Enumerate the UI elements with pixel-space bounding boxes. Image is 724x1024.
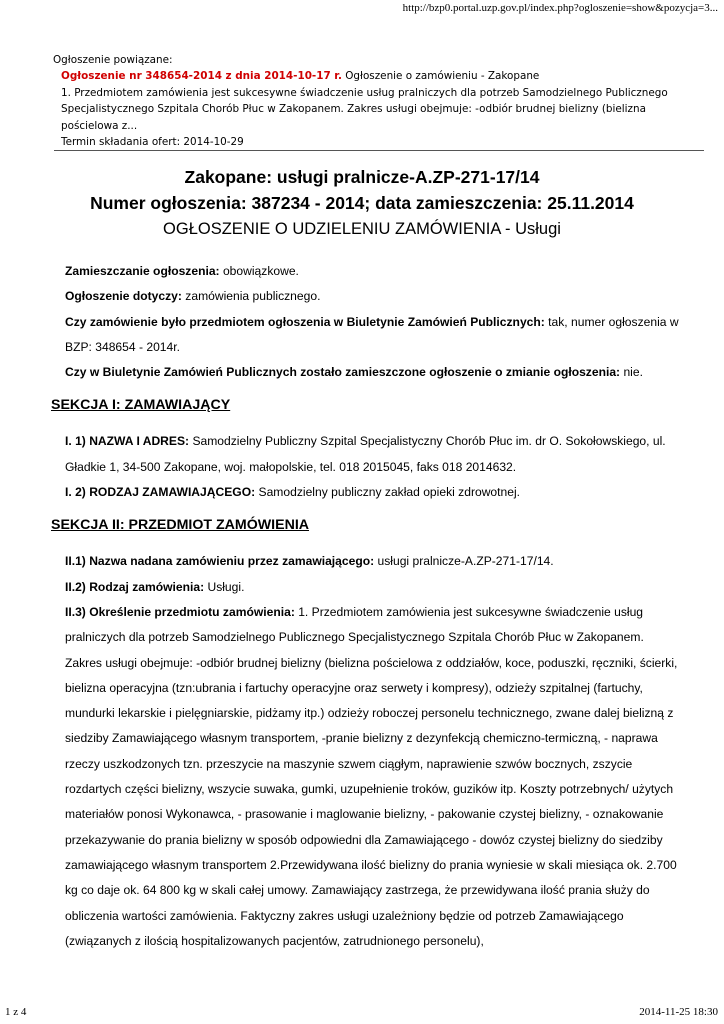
notice-title-block [0, 164, 724, 242]
section-2-description: II.3) Określenie przedmiotu zamówienia: 1. Przedmiotem zamówienia jest sukcesywne świadczenie usług pralniczych dla potrzeb Samodzielnego Publicznego Specjalistycznego Szpitala Chorób Płuc w Zakopanem. Zakres usługi obejmuje: -odbiór brudnej bielizny (bielizna pościelowa z oddziałów, koce, poduszki, ręczniki, ścierki, bielizna operacyjna (tzn:ubrania i fartuchy operacyjne oraz serwety i kompresy), odzieży szpitalnej (fartuchy, mundurki lekarskie i pielęgniarskie, pidżamy itp.) odzieży roboczej personelu technicznego, zwane dalej bielizną z siedziby Zamawiającego własnym transportem, -pranie bielizny z dezynfekcją chemiczno-termiczną, - naprawa rzeczy uszkodzonych tzn. przeszycie na maszynie szwem ciągłym, naprawienie szwów bocznych, zszycie rozdartych części bielizny, wszycie suwaka, gumki, uzupełnienie troków, guzików itp. Koszty potrzebnych/ użytych materiałów ponosi Wykonawca, - prasowanie i maglowanie bielizny, - pakowanie czystej bielizny, - oznakowanie przekazywanie do prania bielizny w sposób odpowiedni dla Zamawiającego - dowóz czystej bielizny do siedziby zamawiającego własnym transportem 2.Przewidywana ilość bielizny do prania wyniesie w skali miesiąca ok. 2.700 kg co daje ok. 64 800 kg w skali całej umowy. Zamawiający zastrzega, że przewidywana ilość prania służy do obliczenia wartości zamówienia. Faktyczny zakres usługi uzależniony będzie od potrzeb Zamawiającego (związanych z ilością hospitalizowanych pacjentów, zatrudnionego personelu), [65, 604, 678, 948]
section-2-kind: II.2) Rodzaj zamówienia: Usługi. [65, 579, 245, 594]
related-notice-link[interactable]: Ogłoszenie nr 348654-2014 z dnia 2014-10-17 r. [61, 70, 342, 83]
related-heading: Ogłoszenie powiązane: [53, 54, 173, 66]
related-deadline: Termin składania ofert: 2014-10-29 [61, 136, 244, 149]
intro-bzp-notice: Czy zamówienie było przedmiotem ogłoszenia w Biuletynie Zamówień Publicznych: tak, numer ogłoszenia w BZP: 348654 - 2014r. [65, 314, 679, 354]
page-url: http://bzp0.portal.uzp.gov.pl/index.php?ogloszenie=show&pozycja=3... [402, 2, 718, 14]
intro-bzp-change: Czy w Biuletynie Zamówień Publicznych zostało zamieszczone ogłoszenie o zmianie ogłoszenia: nie. [65, 365, 643, 380]
intro-concerns: Ogłoszenie dotyczy: zamówienia publicznego. [65, 289, 321, 304]
section-1-title: SEKCJA I: ZAMAWIAJĄCY [51, 397, 231, 414]
intro-publication: Zamieszczanie ogłoszenia: obowiązkowe. [65, 264, 299, 278]
section-2-title: SEKCJA II: PRZEDMIOT ZAMÓWIENIA [51, 517, 310, 534]
related-notice [53, 52, 703, 150]
notice-number: Numer ogłoszenia: 387234 - 2014; data zamieszczenia: 25.11.2014 [90, 193, 634, 213]
notice-title: Zakopane: usługi pralnicze-A.ZP-271-17/14 [184, 167, 540, 187]
notice-body [51, 259, 683, 954]
section-1-buyer-type: I. 2) RODZAJ ZAMAWIAJĄCEGO: Samodzielny publiczny zakład opieki zdrowotnej. [65, 485, 521, 500]
page-number: 1 z 4 [5, 1006, 27, 1018]
related-notice-type: Ogłoszenie o zamówieniu - Zakopane [345, 70, 540, 83]
section-1-name-address: I. 1) NAZWA I ADRES: Samodzielny Publiczny Szpital Specjalistyczny Chorób Płuc im. dr O. Sokołowskiego, ul. Gładkie 1, 34-500 Zakopane, woj. małopolskie, tel. 018 2015045, faks 018 2014632. [65, 434, 666, 474]
related-summary: 1. Przedmiotem zamówienia jest sukcesywne świadczenie usług pralniczych dla potrzeb Samodzielnego Publicznego Specjalistycznego Szpitala Chorób Płuc w Zakopanem. Zakres usługi obejmuje: -odbiór brudnej bielizny (bielizna pościelowa z... [61, 86, 668, 132]
notice-type: OGŁOSZENIE O UDZIELENIU ZAMÓWIENIA - Usługi [163, 220, 561, 238]
print-timestamp: 2014-11-25 18:30 [639, 1006, 718, 1018]
divider [54, 150, 704, 151]
section-2-name: II.1) Nazwa nadana zamówieniu przez zamawiającego: usługi pralnicze-A.ZP-271-17/14. [65, 554, 554, 569]
